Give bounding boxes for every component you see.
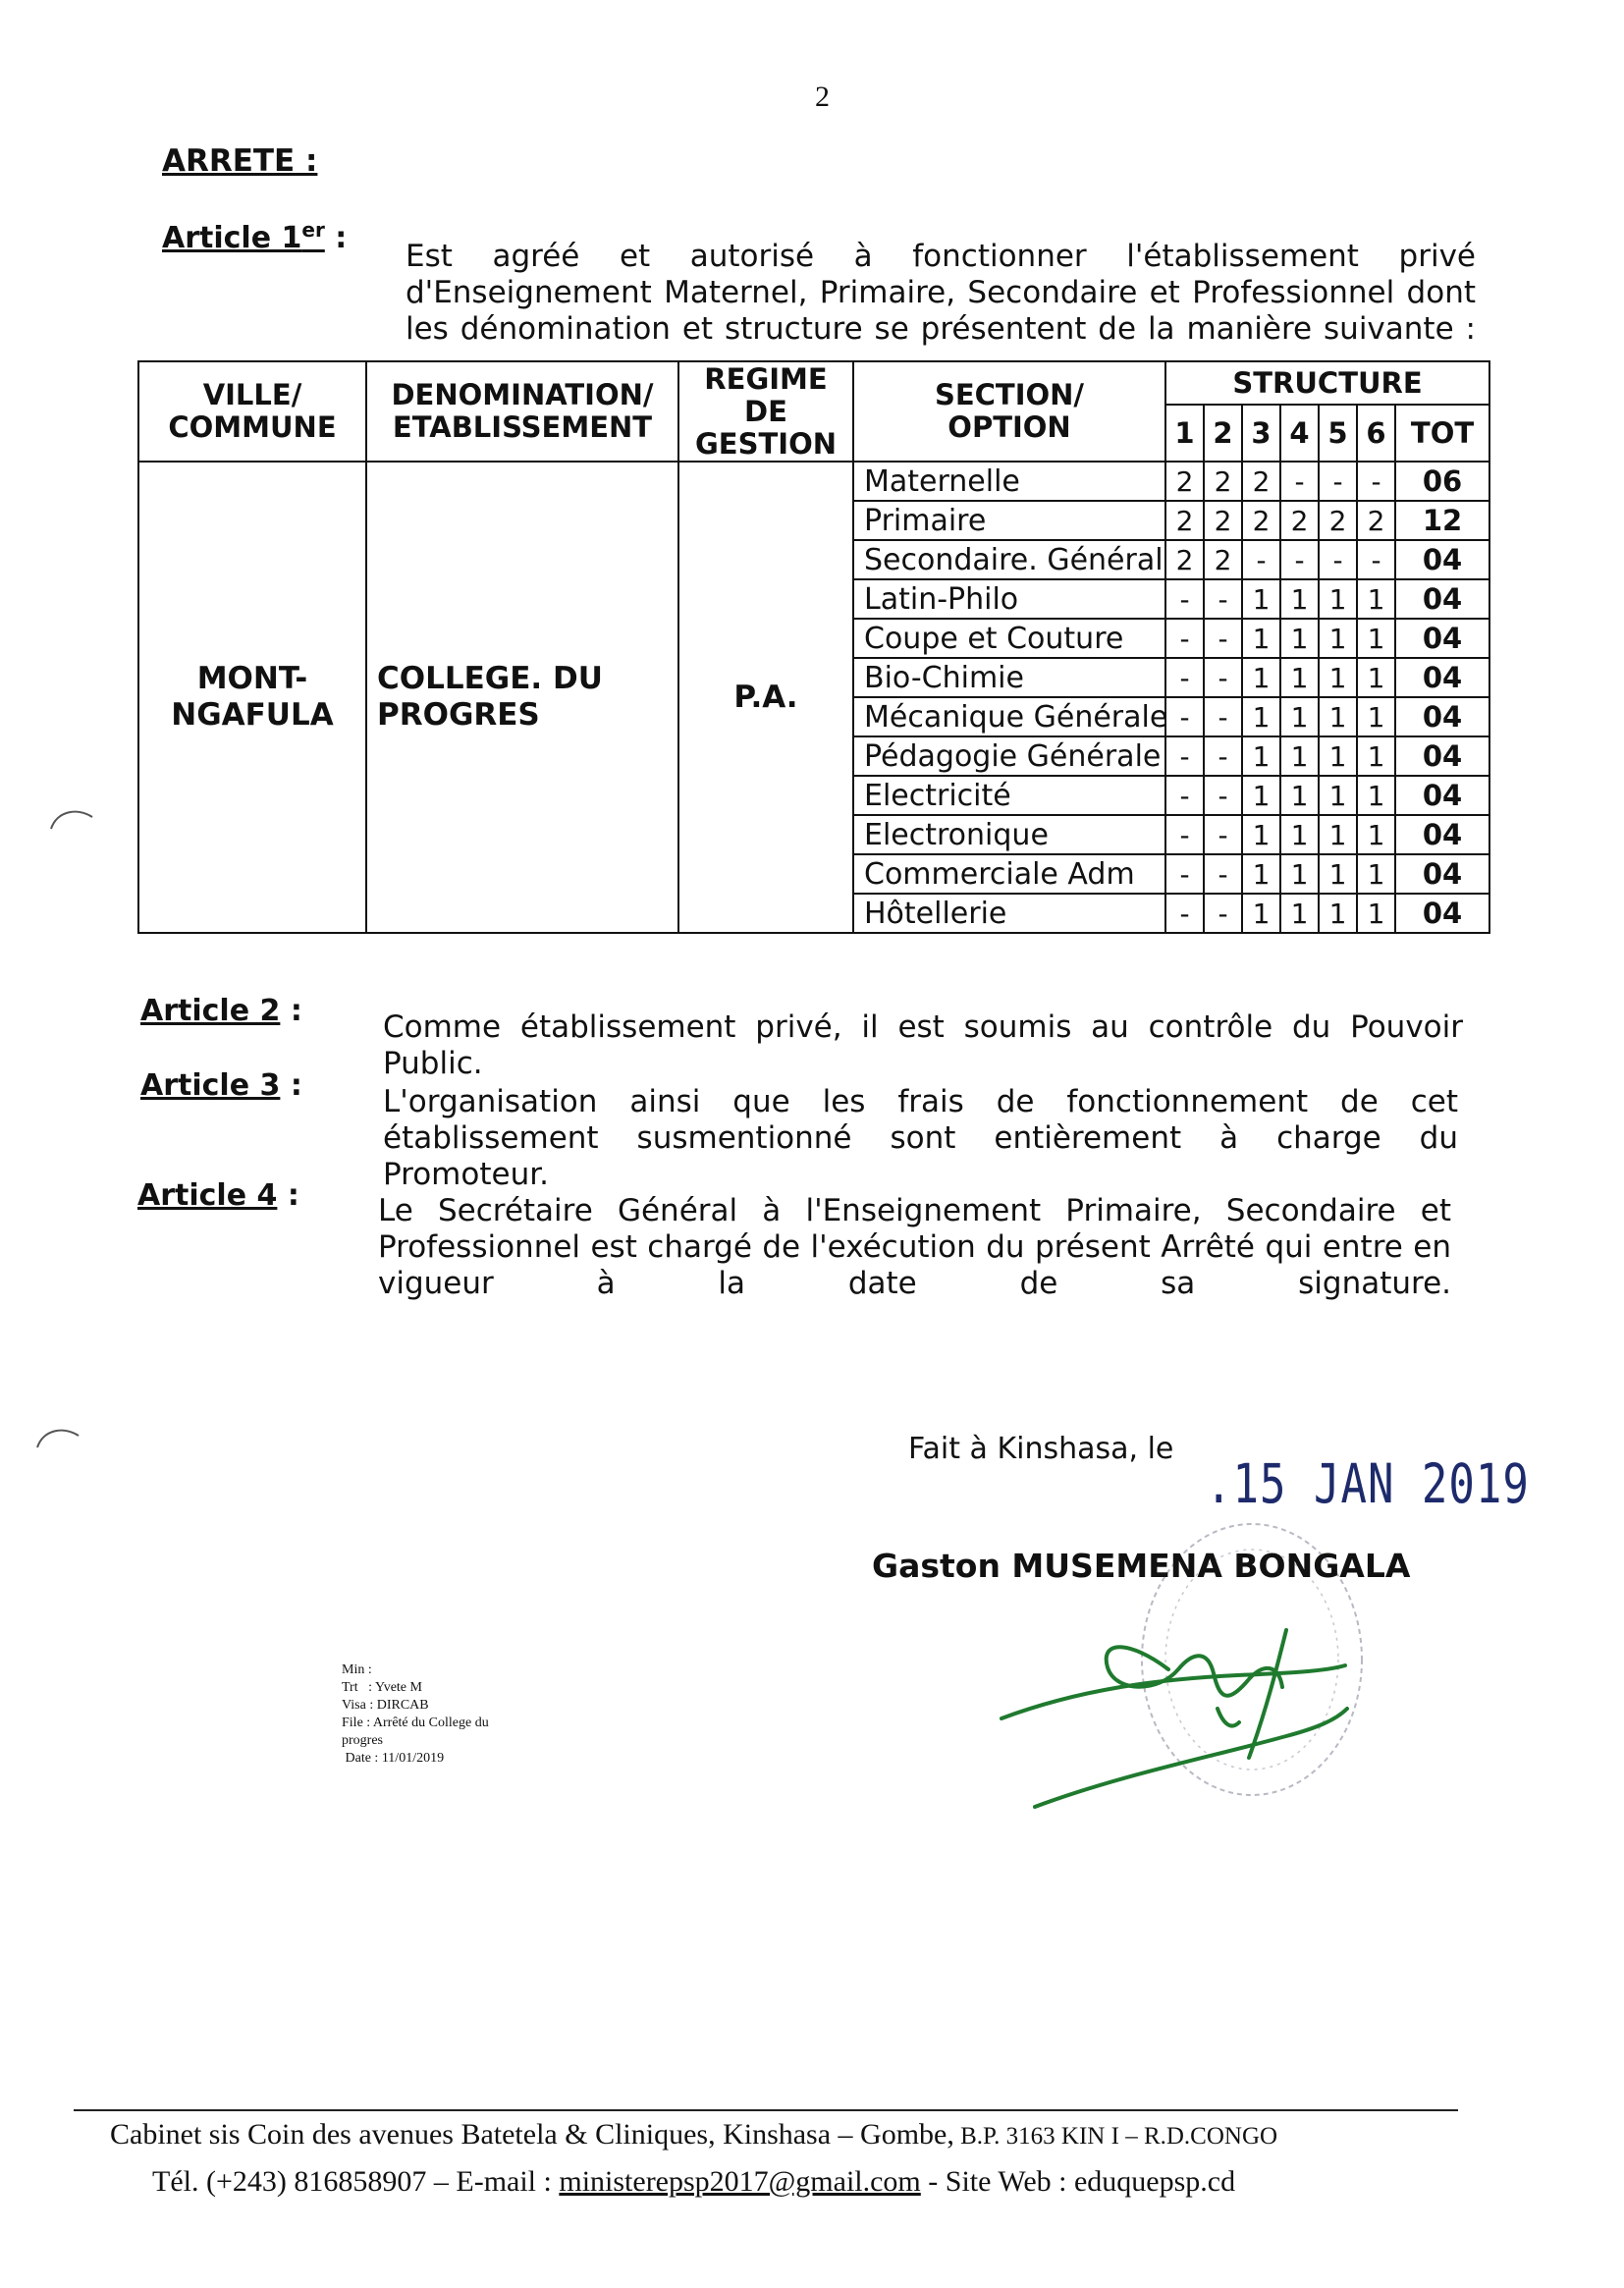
section-cell: Mécanique Générale — [853, 697, 1165, 736]
year-cell: - — [1165, 894, 1204, 933]
year-cell: 1 — [1242, 697, 1280, 736]
article-3-label: Article 3 : — [140, 1068, 302, 1103]
section-cell: Maternelle — [853, 462, 1165, 501]
year-cell: 2 — [1165, 501, 1204, 540]
minute-file: File : Arrêté du College du — [342, 1716, 489, 1730]
year-cell: 2 — [1165, 462, 1204, 501]
minute-min: Min : — [342, 1662, 372, 1677]
year-cell: - — [1204, 579, 1242, 619]
year-cell: - — [1204, 776, 1242, 815]
year-cell: 1 — [1319, 697, 1357, 736]
year-cell: 2 — [1242, 501, 1280, 540]
article-2-text: Comme établissement privé, il est soumis au contrôle du Pouvoir Public. — [383, 1009, 1463, 1081]
year-cell: 1 — [1319, 579, 1357, 619]
year-cell: - — [1204, 697, 1242, 736]
footer-rule — [74, 2109, 1458, 2111]
section-cell: Secondaire. Général — [853, 540, 1165, 579]
regime-cell: P.A. — [678, 462, 853, 933]
year-cell: 1 — [1319, 736, 1357, 776]
year-cell: 1 — [1280, 736, 1319, 776]
header-year-2: 2 — [1204, 405, 1242, 462]
year-cell: 1 — [1319, 815, 1357, 854]
article-2-label: Article 2 : — [140, 994, 302, 1028]
header-year-3: 3 — [1242, 405, 1280, 462]
section-cell: Latin-Philo — [853, 579, 1165, 619]
year-cell: 1 — [1319, 894, 1357, 933]
year-cell: 1 — [1280, 815, 1319, 854]
year-cell: - — [1204, 658, 1242, 697]
year-cell: - — [1357, 462, 1395, 501]
scan-artifact-icon — [33, 1422, 82, 1451]
year-cell: 1 — [1242, 579, 1280, 619]
year-cell: - — [1165, 619, 1204, 658]
section-cell: Bio-Chimie — [853, 658, 1165, 697]
year-cell: 1 — [1357, 579, 1395, 619]
header-year-1: 1 — [1165, 405, 1204, 462]
minute-visa: Visa : DIRCAB — [342, 1698, 429, 1713]
year-cell: 2 — [1319, 501, 1357, 540]
header-ville: VILLE/ COMMUNE — [138, 361, 366, 462]
year-cell: - — [1204, 894, 1242, 933]
total-cell: 04 — [1395, 815, 1489, 854]
year-cell: 2 — [1204, 462, 1242, 501]
heading-arrete: ARRETE : — [162, 143, 318, 179]
year-cell: 1 — [1242, 619, 1280, 658]
year-cell: 1 — [1242, 658, 1280, 697]
footer-contact: Tél. (+243) 816858907 – E-mail : ministerepsp2017@gmail.com - Site Web : eduquepsp.cd — [152, 2165, 1236, 2198]
year-cell: 1 — [1242, 815, 1280, 854]
header-denomination: DENOMINATION/ ETABLISSEMENT — [366, 361, 678, 462]
minute-date: Date : 11/01/2019 — [342, 1751, 445, 1766]
signatory-name: Gaston MUSEMENA BONGALA — [872, 1547, 1411, 1585]
year-cell: 1 — [1242, 776, 1280, 815]
year-cell: 1 — [1319, 776, 1357, 815]
page-number: 2 — [815, 81, 830, 113]
header-section: SECTION/ OPTION — [853, 361, 1165, 462]
total-cell: 04 — [1395, 854, 1489, 894]
year-cell: 1 — [1242, 894, 1280, 933]
year-cell: 1 — [1280, 776, 1319, 815]
year-cell: 1 — [1357, 776, 1395, 815]
year-cell: 2 — [1357, 501, 1395, 540]
year-cell: 1 — [1280, 619, 1319, 658]
header-tot: TOT — [1395, 405, 1489, 462]
total-cell: 04 — [1395, 776, 1489, 815]
year-cell: - — [1165, 658, 1204, 697]
year-cell: 1 — [1357, 894, 1395, 933]
minute-trt: Trt : Yvete M — [342, 1680, 422, 1695]
section-cell: Electricité — [853, 776, 1165, 815]
year-cell: 1 — [1319, 619, 1357, 658]
year-cell: - — [1204, 815, 1242, 854]
year-cell: 1 — [1357, 658, 1395, 697]
year-cell: - — [1165, 854, 1204, 894]
article-4-text: Le Secrétaire Général à l'Enseignement Primaire, Secondaire et Professionnel est chargé de l'exécution du présent Arrêté qui entre en vigueur à la date de sa signature. — [378, 1193, 1451, 1301]
year-cell: - — [1242, 540, 1280, 579]
year-cell: - — [1204, 854, 1242, 894]
header-structure: STRUCTURE — [1165, 361, 1489, 405]
total-cell: 06 — [1395, 462, 1489, 501]
year-cell: - — [1165, 579, 1204, 619]
year-cell: 1 — [1319, 658, 1357, 697]
year-cell: - — [1280, 462, 1319, 501]
year-cell: - — [1319, 540, 1357, 579]
year-cell: - — [1204, 619, 1242, 658]
total-cell: 12 — [1395, 501, 1489, 540]
footer-address: Cabinet sis Coin des avenues Batetela & Cliniques, Kinshasa – Gombe, B.P. 3163 KIN I – R.D.CONGO — [110, 2118, 1278, 2151]
year-cell: 1 — [1280, 579, 1319, 619]
year-cell: 2 — [1242, 462, 1280, 501]
year-cell: 1 — [1280, 854, 1319, 894]
year-cell: 1 — [1280, 697, 1319, 736]
year-cell: 2 — [1165, 540, 1204, 579]
year-cell: 1 — [1357, 854, 1395, 894]
header-regime: REGIME DE GESTION — [678, 361, 853, 462]
section-cell: Electronique — [853, 815, 1165, 854]
total-cell: 04 — [1395, 658, 1489, 697]
minute-block — [342, 1662, 489, 1768]
total-cell: 04 — [1395, 619, 1489, 658]
section-cell: Commerciale Adm — [853, 854, 1165, 894]
place-date-line: Fait à Kinshasa, le — [908, 1432, 1174, 1466]
scan-artifact-icon — [47, 803, 96, 833]
year-cell: - — [1319, 462, 1357, 501]
year-cell: - — [1357, 540, 1395, 579]
year-cell: - — [1165, 815, 1204, 854]
section-cell: Pédagogie Générale — [853, 736, 1165, 776]
year-cell: - — [1280, 540, 1319, 579]
total-cell: 04 — [1395, 894, 1489, 933]
year-cell: - — [1165, 697, 1204, 736]
minute-file-cont: progres — [342, 1733, 383, 1748]
article-1-label: Article 1er : — [162, 218, 348, 255]
ville-cell: MONT- NGAFULA — [138, 462, 366, 933]
year-cell: 1 — [1280, 894, 1319, 933]
total-cell: 04 — [1395, 736, 1489, 776]
total-cell: 04 — [1395, 579, 1489, 619]
header-year-6: 6 — [1357, 405, 1395, 462]
header-year-5: 5 — [1319, 405, 1357, 462]
header-year-4: 4 — [1280, 405, 1319, 462]
year-cell: - — [1204, 736, 1242, 776]
year-cell: 1 — [1242, 854, 1280, 894]
year-cell: - — [1165, 776, 1204, 815]
section-cell: Primaire — [853, 501, 1165, 540]
year-cell: 2 — [1204, 540, 1242, 579]
section-cell: Hôtellerie — [853, 894, 1165, 933]
total-cell: 04 — [1395, 540, 1489, 579]
signature-icon — [992, 1610, 1365, 1817]
date-stamp: .15 JAN 2019 — [1206, 1453, 1530, 1516]
article-4-label: Article 4 : — [137, 1178, 299, 1213]
total-cell: 04 — [1395, 697, 1489, 736]
year-cell: 1 — [1357, 697, 1395, 736]
year-cell: 2 — [1204, 501, 1242, 540]
section-cell: Coupe et Couture — [853, 619, 1165, 658]
year-cell: 1 — [1357, 815, 1395, 854]
structure-table — [137, 360, 1490, 934]
article-3-text: L'organisation ainsi que les frais de fonctionnement de cet établissement susmentionné sont entièrement à charge du Promoteur. — [383, 1084, 1458, 1192]
table-row — [138, 462, 1489, 501]
footer-email-link[interactable]: ministerepsp2017@gmail.com — [559, 2165, 921, 2198]
year-cell: 2 — [1280, 501, 1319, 540]
year-cell: - — [1165, 736, 1204, 776]
article-1-text: Est agréé et autorisé à fonctionner l'établissement privé d'Enseignement Maternel, Primaire, Secondaire et Professionnel dont les dénomination et structure se présentent de la manière suivante : — [406, 239, 1476, 347]
denomination-cell: COLLEGE. DU PROGRES — [366, 462, 678, 933]
year-cell: 1 — [1357, 736, 1395, 776]
year-cell: 1 — [1319, 854, 1357, 894]
year-cell: 1 — [1280, 658, 1319, 697]
year-cell: 1 — [1357, 619, 1395, 658]
year-cell: 1 — [1242, 736, 1280, 776]
